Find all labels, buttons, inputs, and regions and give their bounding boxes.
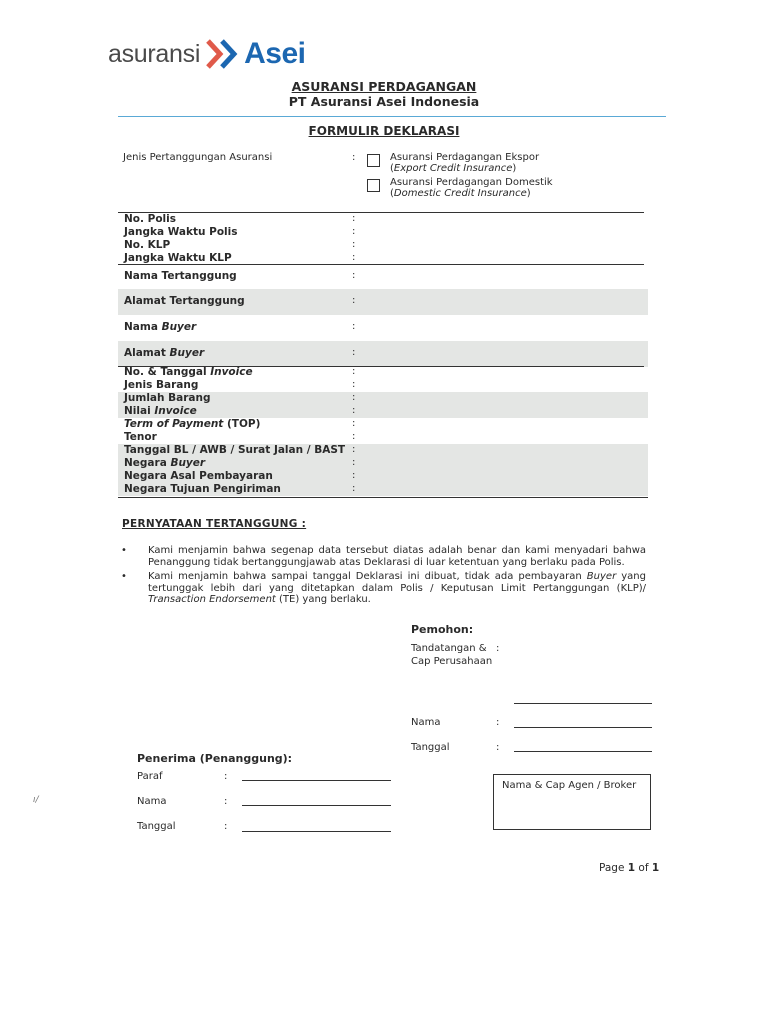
field-value[interactable] bbox=[362, 366, 642, 378]
field-value[interactable] bbox=[362, 470, 642, 482]
field-value[interactable] bbox=[362, 457, 642, 469]
export-option bbox=[390, 152, 539, 174]
field-label-text: Jangka Waktu KLP bbox=[124, 252, 232, 264]
field-value[interactable] bbox=[362, 347, 642, 359]
signature-line[interactable] bbox=[514, 703, 652, 704]
field-label-text: Nilai bbox=[124, 405, 155, 417]
page-current: 1 bbox=[627, 862, 636, 874]
receiver-date-line[interactable] bbox=[242, 831, 391, 832]
applicant-date-line[interactable] bbox=[514, 751, 652, 752]
domestic-checkbox[interactable] bbox=[367, 179, 380, 192]
field-label-text: No. KLP bbox=[124, 239, 171, 251]
field-label-italic: Buyer bbox=[169, 347, 205, 359]
field-value[interactable] bbox=[362, 431, 642, 443]
header-line-1: ASURANSI PERDAGANGAN bbox=[291, 79, 477, 94]
field-label bbox=[124, 213, 176, 225]
field-label bbox=[124, 470, 273, 482]
receiver-name-line[interactable] bbox=[242, 805, 391, 806]
field-colon: : bbox=[352, 252, 356, 263]
field-label-italic: Term of Payment bbox=[124, 418, 224, 430]
field-label-text: No. Polis bbox=[124, 213, 177, 225]
field-value[interactable] bbox=[362, 392, 642, 404]
header-line-2: PT Asuransi Asei Indonesia bbox=[288, 94, 480, 109]
field-value[interactable] bbox=[362, 252, 642, 264]
field-colon: : bbox=[352, 431, 356, 442]
export-option-sub-wrap: (Export Credit Insurance) bbox=[390, 163, 517, 174]
field-value[interactable] bbox=[362, 226, 642, 238]
page-number bbox=[599, 862, 659, 874]
field-colon: : bbox=[352, 347, 356, 358]
agent-box-label: Nama & Cap Agen / Broker bbox=[502, 780, 637, 791]
domestic-option bbox=[390, 177, 553, 199]
applicant-name-colon: : bbox=[496, 717, 500, 728]
field-label-italic: Buyer bbox=[161, 321, 197, 333]
field-label bbox=[124, 444, 345, 456]
page-total: 1 bbox=[651, 862, 660, 874]
domestic-option-sublabel: Domestic Credit Insurance bbox=[393, 188, 527, 199]
field-value[interactable] bbox=[362, 213, 642, 225]
b2-c: yang tertunggak lebih dari yang ditetapkan dalam Polis / Keputusan Limit Pertanggungan (KLP)/ bbox=[148, 571, 646, 594]
export-option-sublabel: Export Credit Insurance bbox=[393, 163, 513, 174]
signature-label-2: Cap Perusahaan bbox=[411, 656, 493, 667]
declaration-title: PERNYATAAN TERTANGGUNG : bbox=[122, 518, 307, 530]
field-colon: : bbox=[352, 379, 356, 390]
receiver-title: Penerima (Penanggung): bbox=[137, 752, 293, 765]
field-label bbox=[124, 321, 196, 333]
page-mid: of bbox=[635, 862, 652, 874]
applicant-date-colon: : bbox=[496, 742, 500, 753]
receiver-paraf-label: Paraf bbox=[137, 771, 163, 782]
field-colon: : bbox=[352, 418, 356, 429]
applicant-name-line[interactable] bbox=[514, 727, 652, 728]
field-value[interactable] bbox=[362, 295, 642, 307]
field-value[interactable] bbox=[362, 321, 642, 333]
form-title: FORMULIR DEKLARASI bbox=[308, 124, 460, 138]
applicant-title: Pemohon: bbox=[411, 623, 474, 636]
field-label bbox=[124, 392, 210, 404]
header-divider bbox=[118, 116, 666, 117]
domestic-option-label: Asuransi Perdagangan Domestik bbox=[390, 177, 553, 188]
field-label-text: Nama Tertanggung bbox=[124, 270, 237, 282]
field-label-text: Nama bbox=[124, 321, 162, 333]
declaration-bullet-1: Kami menjamin bahwa segenap data tersebut diatas adalah benar dan kami menyadari bahwa Penanggung tidak bertanggungjawab atas Deklarasi di luar ketentuan yang berlaku pada Polis. bbox=[148, 545, 646, 568]
field-label bbox=[124, 239, 170, 251]
stray-mark: ı/ bbox=[33, 795, 39, 805]
b2-e: (TE) yang berlaku. bbox=[275, 594, 371, 605]
export-option-label: Asuransi Perdagangan Ekspor bbox=[390, 152, 540, 163]
field-label bbox=[124, 295, 245, 307]
logo-brand: Asei bbox=[244, 37, 306, 70]
b2-a: Kami menjamin bahwa sampai tanggal Deklarasi ini dibuat, tidak ada pembayaran bbox=[148, 571, 587, 582]
field-label bbox=[124, 366, 253, 378]
receiver-name-colon: : bbox=[224, 796, 228, 807]
receiver-date-label: Tanggal bbox=[137, 821, 176, 832]
field-label bbox=[124, 483, 281, 495]
field-value[interactable] bbox=[362, 483, 642, 495]
field-value[interactable] bbox=[362, 418, 642, 430]
field-label-text: No. & Tanggal bbox=[124, 366, 211, 378]
field-label-italic: Invoice bbox=[154, 405, 197, 417]
receiver-paraf-line[interactable] bbox=[242, 780, 391, 781]
bullet-1-symbol: • bbox=[121, 545, 127, 556]
field-colon: : bbox=[352, 444, 356, 455]
field-colon: : bbox=[352, 213, 356, 224]
bullet-2-symbol: • bbox=[121, 571, 127, 582]
receiver-date-colon: : bbox=[224, 821, 228, 832]
receiver-name-label: Nama bbox=[137, 796, 167, 807]
field-label bbox=[124, 405, 197, 417]
insurance-type-colon: : bbox=[352, 152, 356, 163]
field-label-text: Negara Asal Pembayaran bbox=[124, 470, 273, 482]
field-colon: : bbox=[352, 470, 356, 481]
field-label-text: Negara Tujuan Pengiriman bbox=[124, 483, 281, 495]
field-value[interactable] bbox=[362, 444, 642, 456]
field-colon: : bbox=[352, 366, 356, 377]
field-colon: : bbox=[352, 270, 356, 281]
field-label-text: Tenor bbox=[124, 431, 157, 443]
applicant-date-label: Tanggal bbox=[411, 742, 450, 753]
export-checkbox[interactable] bbox=[367, 154, 380, 167]
table-rule-3 bbox=[118, 497, 648, 498]
b2-d: Transaction Endorsement bbox=[148, 594, 276, 605]
signature-label-1: Tandatangan & bbox=[411, 643, 487, 654]
field-label bbox=[124, 431, 157, 443]
page-pre: Page bbox=[599, 862, 628, 874]
field-label bbox=[124, 252, 232, 264]
b2-b: Buyer bbox=[586, 571, 617, 582]
logo-prefix: asuransi bbox=[108, 39, 201, 68]
declaration-bullet-2 bbox=[148, 571, 646, 606]
field-label-text: Jumlah Barang bbox=[124, 392, 211, 404]
field-colon: : bbox=[352, 295, 356, 306]
field-label-italic: Invoice bbox=[210, 366, 253, 378]
field-label-text: Alamat bbox=[124, 347, 170, 359]
applicant-name-label: Nama bbox=[411, 717, 441, 728]
field-colon: : bbox=[352, 405, 356, 416]
table-rule-1 bbox=[118, 264, 644, 265]
field-label bbox=[124, 418, 260, 430]
field-label bbox=[124, 270, 237, 282]
field-label-italic: Buyer bbox=[170, 457, 206, 469]
field-colon: : bbox=[352, 321, 356, 332]
field-label-text: Negara bbox=[124, 457, 171, 469]
company-logo bbox=[108, 36, 305, 72]
field-label-text: Jenis Barang bbox=[124, 379, 199, 391]
field-colon: : bbox=[352, 457, 356, 468]
field-colon: : bbox=[352, 226, 356, 237]
field-value[interactable] bbox=[362, 379, 642, 391]
field-colon: : bbox=[352, 483, 356, 494]
logo-arrow-icon bbox=[202, 37, 242, 71]
field-label-text: Alamat Tertanggung bbox=[124, 295, 245, 307]
receiver-paraf-colon: : bbox=[224, 771, 228, 782]
field-label bbox=[124, 347, 204, 359]
field-label bbox=[124, 457, 205, 469]
field-label bbox=[124, 379, 198, 391]
insurance-type-label: Jenis Pertanggungan Asuransi bbox=[123, 152, 273, 163]
field-label-text: Tanggal BL / AWB / Surat Jalan / BAST bbox=[124, 444, 346, 456]
field-value[interactable] bbox=[362, 239, 642, 251]
field-colon: : bbox=[352, 239, 356, 250]
signature-colon: : bbox=[496, 643, 500, 654]
field-colon: : bbox=[352, 392, 356, 403]
field-label-suffix: (TOP) bbox=[223, 418, 261, 430]
domestic-option-sub-wrap: (Domestic Credit Insurance) bbox=[390, 188, 531, 199]
field-label-text: Jangka Waktu Polis bbox=[124, 226, 238, 238]
field-value[interactable] bbox=[362, 405, 642, 417]
field-value[interactable] bbox=[362, 270, 642, 282]
field-label bbox=[124, 226, 238, 238]
